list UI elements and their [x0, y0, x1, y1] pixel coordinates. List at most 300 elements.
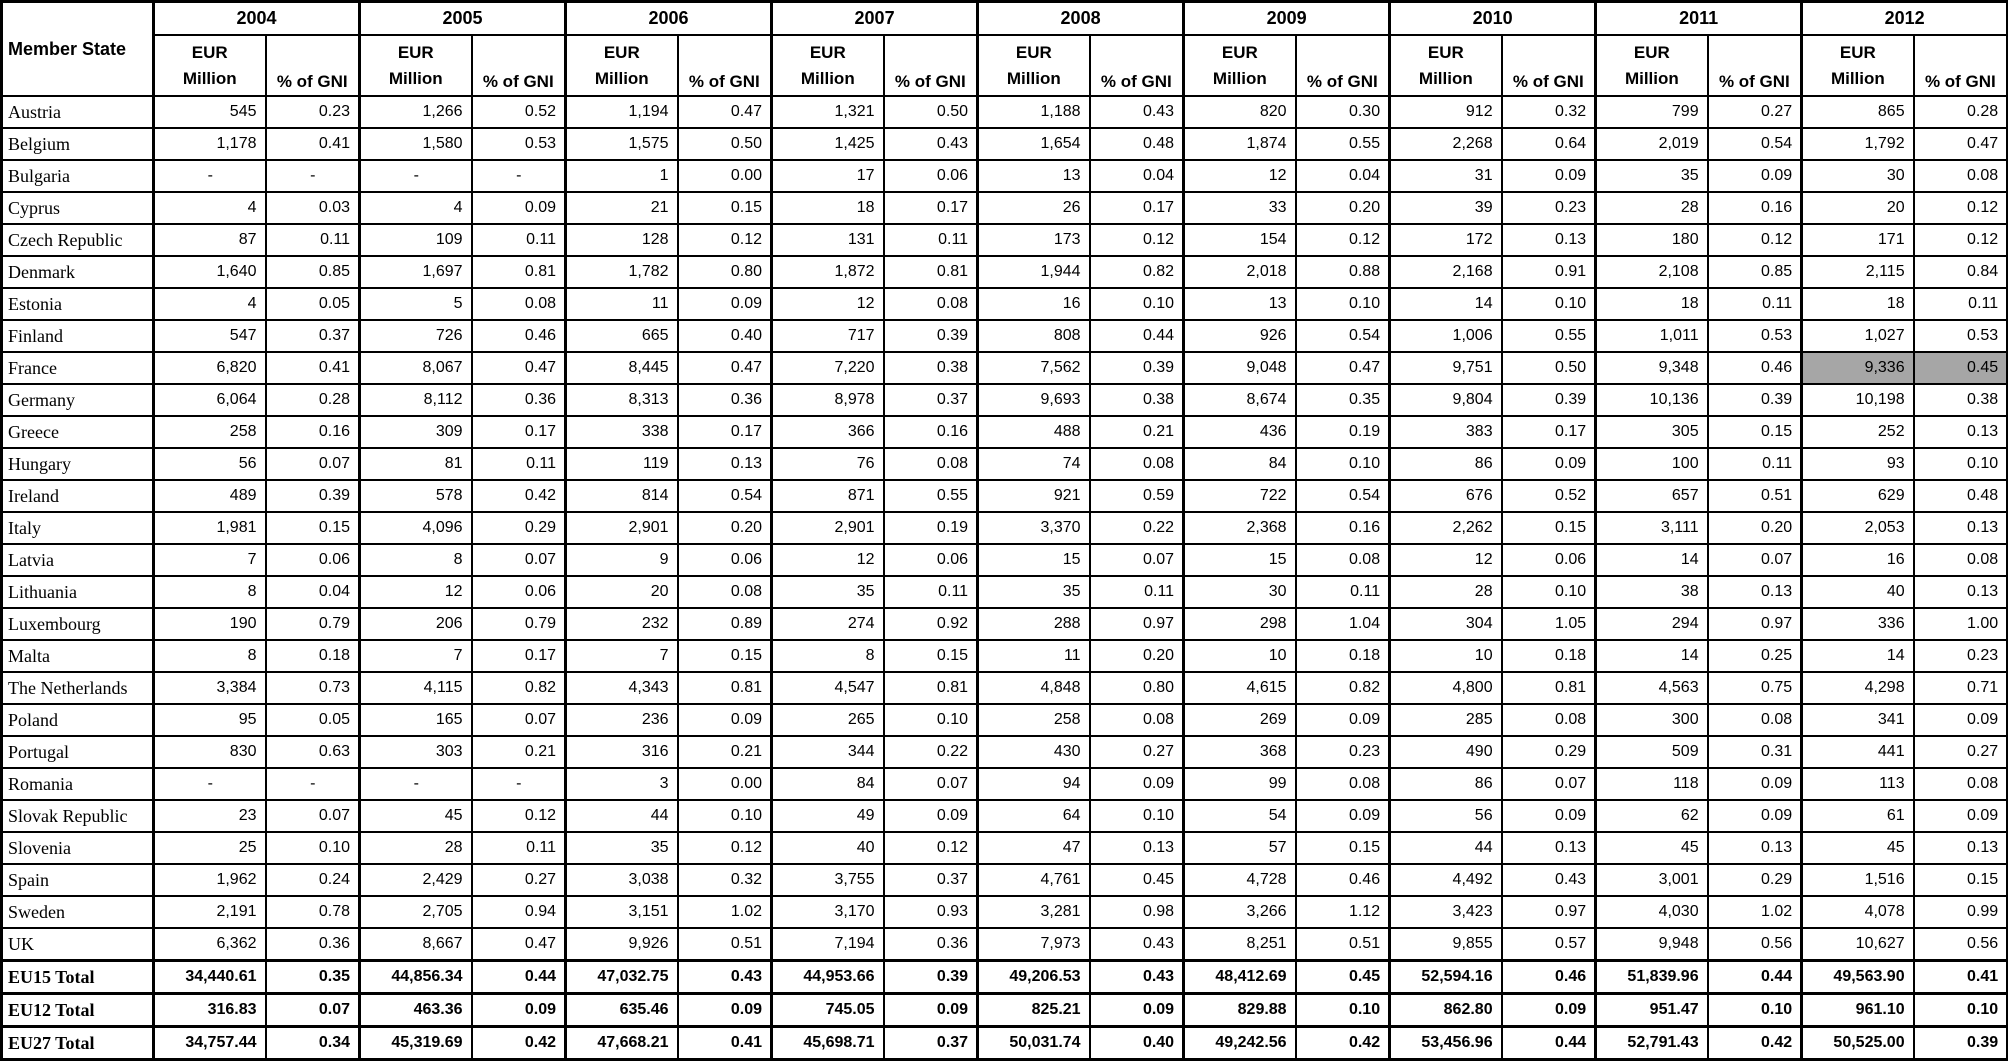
eur-cell-2005-bulgaria: -	[360, 160, 472, 192]
eur-cell-2009-belgium: 1,874	[1184, 128, 1296, 160]
gni-cell-2005-hungary: 0.11	[472, 448, 566, 480]
row-denmark	[2, 256, 2008, 288]
year-header-2012: 2012	[1802, 2, 2008, 36]
eur-cell-2012-the-netherlands: 4,298	[1802, 672, 1914, 704]
eur-cell-2006-portugal: 316	[566, 736, 678, 768]
gni-cell-2010-luxembourg: 1.05	[1502, 608, 1596, 640]
row-ireland	[2, 480, 2008, 512]
gni-cell-2011-austria: 0.27	[1708, 96, 1802, 128]
gni-cell-2005-latvia: 0.07	[472, 544, 566, 576]
table-header	[2, 2, 2008, 97]
gni-cell-2009-lithuania: 0.11	[1296, 576, 1390, 608]
gni-cell-2007-portugal: 0.22	[884, 736, 978, 768]
eur-cell-2004-germany: 6,064	[154, 384, 266, 416]
gni-cell-2012-spain: 0.15	[1914, 864, 2008, 896]
eur-million-header-2006: EUR Million	[566, 35, 678, 96]
gni-cell-2010-austria: 0.32	[1502, 96, 1596, 128]
eur-cell-2005-germany: 8,112	[360, 384, 472, 416]
eur-cell-2006-germany: 8,313	[566, 384, 678, 416]
gni-cell-2011-denmark: 0.85	[1708, 256, 1802, 288]
gni-cell-2010-portugal: 0.29	[1502, 736, 1596, 768]
row-romania	[2, 768, 2008, 800]
member-state-cell-italy: Italy	[2, 512, 154, 544]
gni-cell-2007-bulgaria: 0.06	[884, 160, 978, 192]
member-state-cell-hungary: Hungary	[2, 448, 154, 480]
eur-cell-2008-finland: 808	[978, 320, 1090, 352]
row-eu15-total	[2, 961, 2008, 994]
eur-million-header-2005: EUR Million	[360, 35, 472, 96]
gni-cell-2010-eu12-total: 0.09	[1502, 994, 1596, 1027]
eur-cell-2012-slovak-republic: 61	[1802, 800, 1914, 832]
gni-cell-2007-hungary: 0.08	[884, 448, 978, 480]
eur-cell-2006-eu12-total: 635.46	[566, 994, 678, 1027]
gni-cell-2009-czech-republic: 0.12	[1296, 224, 1390, 256]
eur-cell-2011-romania: 118	[1596, 768, 1708, 800]
gni-cell-2011-ireland: 0.51	[1708, 480, 1802, 512]
eur-cell-2010-eu27-total: 53,456.96	[1390, 1027, 1502, 1060]
gni-cell-2012-malta: 0.23	[1914, 640, 2008, 672]
gni-cell-2011-malta: 0.25	[1708, 640, 1802, 672]
gni-cell-2006-the-netherlands: 0.81	[678, 672, 772, 704]
gni-cell-2006-poland: 0.09	[678, 704, 772, 736]
gni-cell-2009-austria: 0.30	[1296, 96, 1390, 128]
gni-cell-2007-lithuania: 0.11	[884, 576, 978, 608]
gni-cell-2010-malta: 0.18	[1502, 640, 1596, 672]
gni-cell-2009-poland: 0.09	[1296, 704, 1390, 736]
eur-cell-2004-italy: 1,981	[154, 512, 266, 544]
eur-cell-2005-slovak-republic: 45	[360, 800, 472, 832]
gni-cell-2006-greece: 0.17	[678, 416, 772, 448]
eur-cell-2004-the-netherlands: 3,384	[154, 672, 266, 704]
gni-cell-2010-denmark: 0.91	[1502, 256, 1596, 288]
gni-cell-2012-bulgaria: 0.08	[1914, 160, 2008, 192]
eur-cell-2012-poland: 341	[1802, 704, 1914, 736]
gni-cell-2010-slovak-republic: 0.09	[1502, 800, 1596, 832]
eur-cell-2007-romania: 84	[772, 768, 884, 800]
eur-cell-2010-malta: 10	[1390, 640, 1502, 672]
eur-cell-2005-belgium: 1,580	[360, 128, 472, 160]
gni-cell-2012-sweden: 0.99	[1914, 896, 2008, 928]
member-state-cell-france: France	[2, 352, 154, 384]
gni-cell-2005-eu12-total: 0.09	[472, 994, 566, 1027]
eur-cell-2011-eu27-total: 52,791.43	[1596, 1027, 1708, 1060]
gni-cell-2005-uk: 0.47	[472, 928, 566, 961]
eur-cell-2010-estonia: 14	[1390, 288, 1502, 320]
eur-cell-2005-france: 8,067	[360, 352, 472, 384]
eur-cell-2004-slovenia: 25	[154, 832, 266, 864]
gni-cell-2012-luxembourg: 1.00	[1914, 608, 2008, 640]
eur-cell-2007-czech-republic: 131	[772, 224, 884, 256]
eur-cell-2012-czech-republic: 171	[1802, 224, 1914, 256]
eur-cell-2012-spain: 1,516	[1802, 864, 1914, 896]
gni-cell-2010-cyprus: 0.23	[1502, 192, 1596, 224]
eur-cell-2005-uk: 8,667	[360, 928, 472, 961]
gni-cell-2007-greece: 0.16	[884, 416, 978, 448]
gni-cell-2012-portugal: 0.27	[1914, 736, 2008, 768]
year-header-2004: 2004	[154, 2, 360, 36]
gni-cell-2010-the-netherlands: 0.81	[1502, 672, 1596, 704]
gni-cell-2005-ireland: 0.42	[472, 480, 566, 512]
gni-cell-2010-czech-republic: 0.13	[1502, 224, 1596, 256]
eur-cell-2006-italy: 2,901	[566, 512, 678, 544]
eur-cell-2012-ireland: 629	[1802, 480, 1914, 512]
gni-cell-2008-the-netherlands: 0.80	[1090, 672, 1184, 704]
eur-cell-2007-sweden: 3,170	[772, 896, 884, 928]
row-eu12-total	[2, 994, 2008, 1027]
gni-cell-2009-latvia: 0.08	[1296, 544, 1390, 576]
eur-cell-2010-portugal: 490	[1390, 736, 1502, 768]
gni-cell-2007-belgium: 0.43	[884, 128, 978, 160]
gni-cell-2006-eu12-total: 0.09	[678, 994, 772, 1027]
eur-cell-2004-malta: 8	[154, 640, 266, 672]
gni-cell-2011-czech-republic: 0.12	[1708, 224, 1802, 256]
eur-cell-2010-bulgaria: 31	[1390, 160, 1502, 192]
gni-cell-2008-bulgaria: 0.04	[1090, 160, 1184, 192]
member-state-cell-eu12-total: EU12 Total	[2, 994, 154, 1027]
eur-cell-2007-france: 7,220	[772, 352, 884, 384]
gni-cell-2007-uk: 0.36	[884, 928, 978, 961]
eur-cell-2009-spain: 4,728	[1184, 864, 1296, 896]
gni-cell-2005-cyprus: 0.09	[472, 192, 566, 224]
gni-cell-2008-eu12-total: 0.09	[1090, 994, 1184, 1027]
gni-cell-2011-latvia: 0.07	[1708, 544, 1802, 576]
eur-cell-2006-belgium: 1,575	[566, 128, 678, 160]
eur-cell-2009-eu12-total: 829.88	[1184, 994, 1296, 1027]
eur-cell-2009-cyprus: 33	[1184, 192, 1296, 224]
eur-cell-2008-eu15-total: 49,206.53	[978, 961, 1090, 994]
eur-cell-2012-bulgaria: 30	[1802, 160, 1914, 192]
eur-cell-2010-italy: 2,262	[1390, 512, 1502, 544]
gni-cell-2009-hungary: 0.10	[1296, 448, 1390, 480]
eur-cell-2006-hungary: 119	[566, 448, 678, 480]
gni-cell-2007-eu15-total: 0.39	[884, 961, 978, 994]
eur-cell-2010-lithuania: 28	[1390, 576, 1502, 608]
gni-cell-2008-ireland: 0.59	[1090, 480, 1184, 512]
gni-cell-2004-austria: 0.23	[266, 96, 360, 128]
eur-cell-2004-poland: 95	[154, 704, 266, 736]
eur-cell-2011-cyprus: 28	[1596, 192, 1708, 224]
eur-cell-2005-lithuania: 12	[360, 576, 472, 608]
eur-cell-2009-france: 9,048	[1184, 352, 1296, 384]
eur-cell-2012-romania: 113	[1802, 768, 1914, 800]
gni-cell-2004-czech-republic: 0.11	[266, 224, 360, 256]
gni-cell-2009-denmark: 0.88	[1296, 256, 1390, 288]
eur-cell-2008-belgium: 1,654	[978, 128, 1090, 160]
gni-cell-2006-finland: 0.40	[678, 320, 772, 352]
gni-cell-2011-eu27-total: 0.42	[1708, 1027, 1802, 1060]
gni-header-2006: % of GNI	[678, 35, 772, 96]
row-italy	[2, 512, 2008, 544]
eur-cell-2012-uk: 10,627	[1802, 928, 1914, 961]
eur-cell-2008-greece: 488	[978, 416, 1090, 448]
eur-cell-2010-sweden: 3,423	[1390, 896, 1502, 928]
eur-cell-2008-estonia: 16	[978, 288, 1090, 320]
gni-cell-2006-czech-republic: 0.12	[678, 224, 772, 256]
eur-cell-2011-france: 9,348	[1596, 352, 1708, 384]
gni-cell-2008-malta: 0.20	[1090, 640, 1184, 672]
eur-cell-2008-austria: 1,188	[978, 96, 1090, 128]
gni-cell-2009-slovenia: 0.15	[1296, 832, 1390, 864]
row-germany	[2, 384, 2008, 416]
member-state-cell-czech-republic: Czech Republic	[2, 224, 154, 256]
eur-cell-2007-greece: 366	[772, 416, 884, 448]
gni-cell-2004-ireland: 0.39	[266, 480, 360, 512]
gni-cell-2007-eu12-total: 0.09	[884, 994, 978, 1027]
eur-cell-2009-bulgaria: 12	[1184, 160, 1296, 192]
member-state-cell-ireland: Ireland	[2, 480, 154, 512]
gni-cell-2008-italy: 0.22	[1090, 512, 1184, 544]
gni-cell-2007-slovak-republic: 0.09	[884, 800, 978, 832]
eur-cell-2011-eu12-total: 951.47	[1596, 994, 1708, 1027]
gni-cell-2004-bulgaria: -	[266, 160, 360, 192]
eur-cell-2010-czech-republic: 172	[1390, 224, 1502, 256]
gni-cell-2008-finland: 0.44	[1090, 320, 1184, 352]
eur-cell-2005-portugal: 303	[360, 736, 472, 768]
eur-cell-2007-slovak-republic: 49	[772, 800, 884, 832]
eur-cell-2012-slovenia: 45	[1802, 832, 1914, 864]
gni-cell-2011-belgium: 0.54	[1708, 128, 1802, 160]
eur-cell-2008-spain: 4,761	[978, 864, 1090, 896]
eur-cell-2011-the-netherlands: 4,563	[1596, 672, 1708, 704]
eur-cell-2004-bulgaria: -	[154, 160, 266, 192]
eur-cell-2006-estonia: 11	[566, 288, 678, 320]
gni-cell-2009-italy: 0.16	[1296, 512, 1390, 544]
gni-cell-2009-germany: 0.35	[1296, 384, 1390, 416]
member-state-cell-austria: Austria	[2, 96, 154, 128]
eur-cell-2008-slovak-republic: 64	[978, 800, 1090, 832]
eur-cell-2007-ireland: 871	[772, 480, 884, 512]
gni-header-2005: % of GNI	[472, 35, 566, 96]
eur-cell-2008-eu27-total: 50,031.74	[978, 1027, 1090, 1060]
gni-cell-2006-slovak-republic: 0.10	[678, 800, 772, 832]
eur-cell-2012-hungary: 93	[1802, 448, 1914, 480]
eur-cell-2004-portugal: 830	[154, 736, 266, 768]
gni-cell-2005-luxembourg: 0.79	[472, 608, 566, 640]
gni-cell-2007-malta: 0.15	[884, 640, 978, 672]
row-greece	[2, 416, 2008, 448]
eur-cell-2004-finland: 547	[154, 320, 266, 352]
gni-cell-2006-france: 0.47	[678, 352, 772, 384]
eur-cell-2007-eu27-total: 45,698.71	[772, 1027, 884, 1060]
eur-cell-2008-cyprus: 26	[978, 192, 1090, 224]
gni-cell-2007-slovenia: 0.12	[884, 832, 978, 864]
eur-cell-2005-eu12-total: 463.36	[360, 994, 472, 1027]
gni-cell-2008-greece: 0.21	[1090, 416, 1184, 448]
member-state-cell-denmark: Denmark	[2, 256, 154, 288]
gni-cell-2010-latvia: 0.06	[1502, 544, 1596, 576]
eur-cell-2009-denmark: 2,018	[1184, 256, 1296, 288]
eur-cell-2004-uk: 6,362	[154, 928, 266, 961]
eur-cell-2005-czech-republic: 109	[360, 224, 472, 256]
eur-cell-2012-estonia: 18	[1802, 288, 1914, 320]
gni-header-2009: % of GNI	[1296, 35, 1390, 96]
member-state-cell-uk: UK	[2, 928, 154, 961]
gni-cell-2012-slovenia: 0.13	[1914, 832, 2008, 864]
gni-cell-2012-denmark: 0.84	[1914, 256, 2008, 288]
row-lithuania	[2, 576, 2008, 608]
gni-cell-2012-eu12-total: 0.10	[1914, 994, 2008, 1027]
member-state-cell-latvia: Latvia	[2, 544, 154, 576]
eur-cell-2009-italy: 2,368	[1184, 512, 1296, 544]
eur-cell-2007-eu12-total: 745.05	[772, 994, 884, 1027]
gni-cell-2006-estonia: 0.09	[678, 288, 772, 320]
gni-cell-2008-slovenia: 0.13	[1090, 832, 1184, 864]
gni-cell-2012-uk: 0.56	[1914, 928, 2008, 961]
eur-cell-2008-portugal: 430	[978, 736, 1090, 768]
eur-cell-2005-estonia: 5	[360, 288, 472, 320]
year-header-2010: 2010	[1390, 2, 1596, 36]
row-malta	[2, 640, 2008, 672]
gni-cell-2005-denmark: 0.81	[472, 256, 566, 288]
eur-cell-2006-denmark: 1,782	[566, 256, 678, 288]
gni-cell-2004-estonia: 0.05	[266, 288, 360, 320]
eur-cell-2012-germany: 10,198	[1802, 384, 1914, 416]
gni-cell-2006-belgium: 0.50	[678, 128, 772, 160]
eur-cell-2005-greece: 309	[360, 416, 472, 448]
eur-cell-2007-the-netherlands: 4,547	[772, 672, 884, 704]
gni-cell-2004-eu27-total: 0.34	[266, 1027, 360, 1060]
eur-million-header-2012: EUR Million	[1802, 35, 1914, 96]
gni-header-2011: % of GNI	[1708, 35, 1802, 96]
gni-cell-2011-finland: 0.53	[1708, 320, 1802, 352]
eur-cell-2004-france: 6,820	[154, 352, 266, 384]
member-state-cell-greece: Greece	[2, 416, 154, 448]
gni-cell-2006-malta: 0.15	[678, 640, 772, 672]
gni-cell-2011-uk: 0.56	[1708, 928, 1802, 961]
eur-cell-2012-denmark: 2,115	[1802, 256, 1914, 288]
gni-cell-2011-the-netherlands: 0.75	[1708, 672, 1802, 704]
year-header-2006: 2006	[566, 2, 772, 36]
gni-cell-2006-slovenia: 0.12	[678, 832, 772, 864]
gni-cell-2004-slovak-republic: 0.07	[266, 800, 360, 832]
member-state-cell-slovenia: Slovenia	[2, 832, 154, 864]
row-slovak-republic	[2, 800, 2008, 832]
gni-cell-2009-france: 0.47	[1296, 352, 1390, 384]
eur-cell-2006-malta: 7	[566, 640, 678, 672]
gni-cell-2009-the-netherlands: 0.82	[1296, 672, 1390, 704]
gni-cell-2007-austria: 0.50	[884, 96, 978, 128]
gni-cell-2011-italy: 0.20	[1708, 512, 1802, 544]
gni-cell-2006-hungary: 0.13	[678, 448, 772, 480]
eur-cell-2011-czech-republic: 180	[1596, 224, 1708, 256]
eur-cell-2009-uk: 8,251	[1184, 928, 1296, 961]
row-cyprus	[2, 192, 2008, 224]
eur-cell-2007-spain: 3,755	[772, 864, 884, 896]
eur-cell-2008-italy: 3,370	[978, 512, 1090, 544]
member-state-cell-spain: Spain	[2, 864, 154, 896]
gni-cell-2012-cyprus: 0.12	[1914, 192, 2008, 224]
gni-cell-2005-finland: 0.46	[472, 320, 566, 352]
eur-cell-2009-latvia: 15	[1184, 544, 1296, 576]
gni-cell-2010-eu27-total: 0.44	[1502, 1027, 1596, 1060]
gni-cell-2007-eu27-total: 0.37	[884, 1027, 978, 1060]
eur-cell-2010-germany: 9,804	[1390, 384, 1502, 416]
gni-cell-2008-spain: 0.45	[1090, 864, 1184, 896]
member-state-cell-bulgaria: Bulgaria	[2, 160, 154, 192]
gni-cell-2004-malta: 0.18	[266, 640, 360, 672]
eur-cell-2004-latvia: 7	[154, 544, 266, 576]
eur-cell-2005-italy: 4,096	[360, 512, 472, 544]
gni-cell-2007-france: 0.38	[884, 352, 978, 384]
gni-header-2004: % of GNI	[266, 35, 360, 96]
gni-cell-2009-slovak-republic: 0.09	[1296, 800, 1390, 832]
eur-cell-2006-ireland: 814	[566, 480, 678, 512]
gni-cell-2011-lithuania: 0.13	[1708, 576, 1802, 608]
eur-cell-2010-spain: 4,492	[1390, 864, 1502, 896]
eur-cell-2011-uk: 9,948	[1596, 928, 1708, 961]
gni-cell-2006-ireland: 0.54	[678, 480, 772, 512]
eur-cell-2006-bulgaria: 1	[566, 160, 678, 192]
eur-cell-2011-germany: 10,136	[1596, 384, 1708, 416]
gni-cell-2011-germany: 0.39	[1708, 384, 1802, 416]
gni-cell-2012-eu27-total: 0.39	[1914, 1027, 2008, 1060]
gni-cell-2009-estonia: 0.10	[1296, 288, 1390, 320]
gni-cell-2009-ireland: 0.54	[1296, 480, 1390, 512]
eur-cell-2008-lithuania: 35	[978, 576, 1090, 608]
gni-cell-2011-estonia: 0.11	[1708, 288, 1802, 320]
gni-cell-2005-slovenia: 0.11	[472, 832, 566, 864]
eur-cell-2009-sweden: 3,266	[1184, 896, 1296, 928]
gni-cell-2012-austria: 0.28	[1914, 96, 2008, 128]
gni-cell-2006-italy: 0.20	[678, 512, 772, 544]
eur-cell-2004-slovak-republic: 23	[154, 800, 266, 832]
gni-cell-2006-spain: 0.32	[678, 864, 772, 896]
eur-cell-2010-slovenia: 44	[1390, 832, 1502, 864]
gni-cell-2011-slovak-republic: 0.09	[1708, 800, 1802, 832]
eur-cell-2012-cyprus: 20	[1802, 192, 1914, 224]
eur-cell-2010-greece: 383	[1390, 416, 1502, 448]
year-header-2011: 2011	[1596, 2, 1802, 36]
gni-cell-2012-lithuania: 0.13	[1914, 576, 2008, 608]
eur-cell-2006-eu15-total: 47,032.75	[566, 961, 678, 994]
eur-cell-2005-eu27-total: 45,319.69	[360, 1027, 472, 1060]
gni-cell-2006-sweden: 1.02	[678, 896, 772, 928]
eur-cell-2011-estonia: 18	[1596, 288, 1708, 320]
eur-cell-2005-malta: 7	[360, 640, 472, 672]
gni-cell-2012-slovak-republic: 0.09	[1914, 800, 2008, 832]
gni-cell-2012-ireland: 0.48	[1914, 480, 2008, 512]
row-latvia	[2, 544, 2008, 576]
gni-cell-2008-eu15-total: 0.43	[1090, 961, 1184, 994]
row-hungary	[2, 448, 2008, 480]
eur-cell-2011-denmark: 2,108	[1596, 256, 1708, 288]
gni-cell-2011-france: 0.46	[1708, 352, 1802, 384]
eur-cell-2008-germany: 9,693	[978, 384, 1090, 416]
eur-cell-2009-malta: 10	[1184, 640, 1296, 672]
gni-cell-2004-portugal: 0.63	[266, 736, 360, 768]
gni-cell-2010-germany: 0.39	[1502, 384, 1596, 416]
gni-cell-2010-spain: 0.43	[1502, 864, 1596, 896]
eur-cell-2008-the-netherlands: 4,848	[978, 672, 1090, 704]
eur-cell-2011-belgium: 2,019	[1596, 128, 1708, 160]
eur-cell-2005-ireland: 578	[360, 480, 472, 512]
gni-cell-2006-bulgaria: 0.00	[678, 160, 772, 192]
gni-cell-2007-italy: 0.19	[884, 512, 978, 544]
gni-cell-2010-slovenia: 0.13	[1502, 832, 1596, 864]
year-header-row	[2, 2, 2008, 36]
gni-cell-2010-france: 0.50	[1502, 352, 1596, 384]
eur-cell-2008-france: 7,562	[978, 352, 1090, 384]
eur-cell-2007-estonia: 12	[772, 288, 884, 320]
eur-cell-2011-austria: 799	[1596, 96, 1708, 128]
row-uk	[2, 928, 2008, 961]
eur-cell-2011-greece: 305	[1596, 416, 1708, 448]
year-header-2008: 2008	[978, 2, 1184, 36]
eur-cell-2008-denmark: 1,944	[978, 256, 1090, 288]
gni-cell-2006-eu27-total: 0.41	[678, 1027, 772, 1060]
eur-cell-2008-ireland: 921	[978, 480, 1090, 512]
eur-cell-2009-greece: 436	[1184, 416, 1296, 448]
